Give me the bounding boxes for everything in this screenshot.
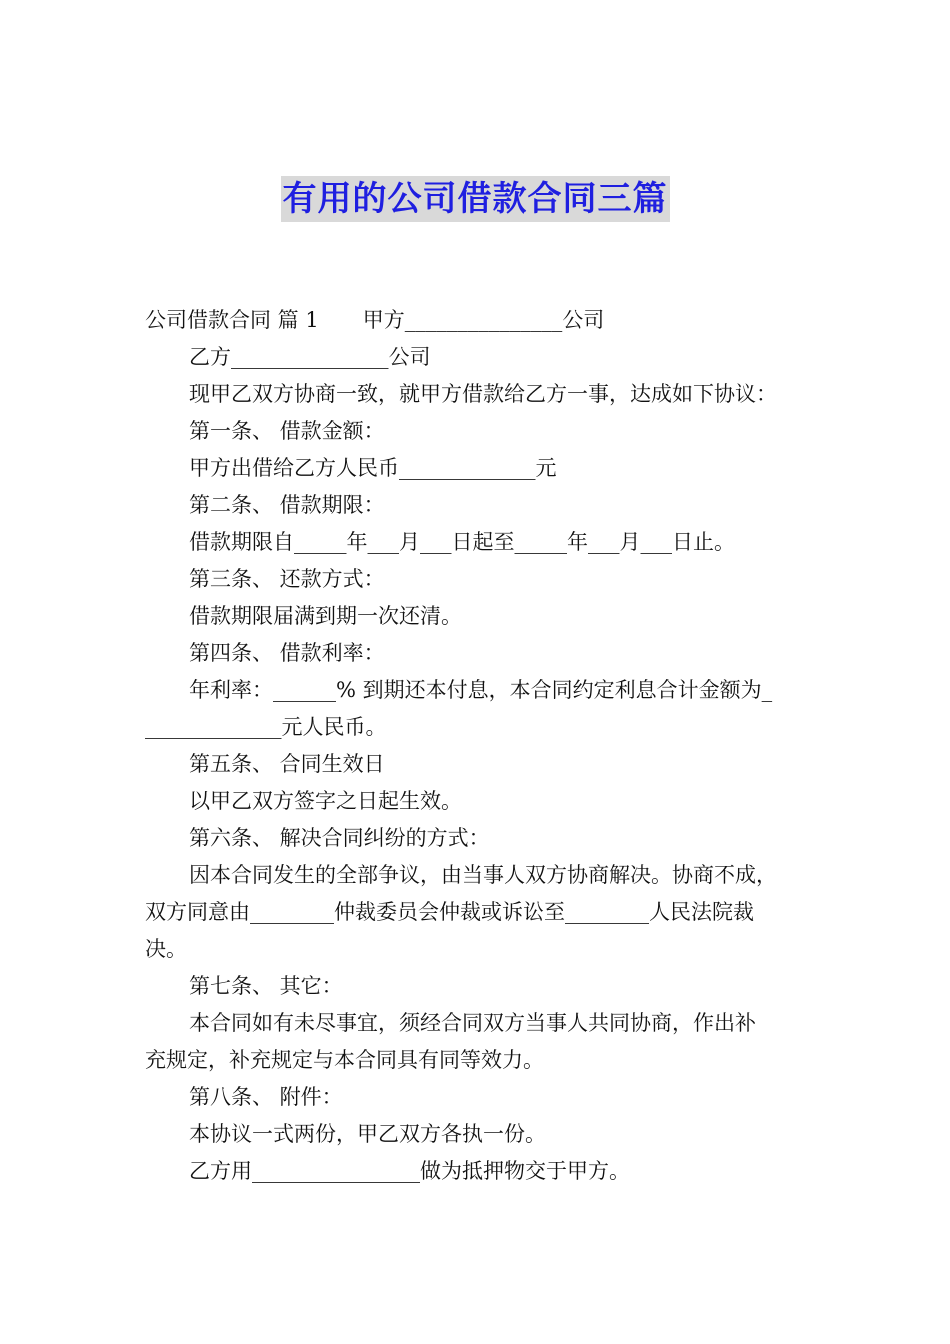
- agreement-intro: 现甲乙双方协商一致，就甲方借款给乙方一事，达成如下协议：: [189, 382, 777, 406]
- article-3-text: 借款期限届满到期一次还清。: [189, 604, 462, 628]
- document-title: 有用的公司借款合同三篇: [281, 176, 670, 222]
- document-body: [145, 302, 810, 1190]
- article-1-heading: 第一条、 借款金额：: [189, 419, 385, 443]
- article-7-heading: 第七条、 其它：: [189, 974, 343, 998]
- article-2-heading: 第二条、 借款期限：: [189, 493, 385, 517]
- collateral-line: 乙方用________________做为抵押物交于甲方。: [189, 1159, 630, 1183]
- article-7-text-line-1: 本合同如有未尽事宜，须经合同双方当事人共同协商，作出补: [189, 1011, 756, 1035]
- article-5-heading: 第五条、 合同生效日: [189, 752, 385, 776]
- article-7-text-line-2: 充规定，补充规定与本合同具有同等效力。: [145, 1048, 544, 1072]
- header-line: [145, 302, 810, 339]
- section-label: 公司借款合同 篇 1: [145, 308, 319, 332]
- article-6-text-line-1: 因本合同发生的全部争议，由当事人双方协商解决。协商不成，: [189, 863, 777, 887]
- party-a-line: 甲方_______________公司: [362, 308, 605, 332]
- article-3-heading: 第三条、 还款方式：: [189, 567, 385, 591]
- article-6-heading: 第六条、 解决合同纠纷的方式：: [189, 826, 490, 850]
- article-5-text: 以甲乙双方签字之日起生效。: [189, 789, 462, 813]
- article-8-text: 本协议一式两份，甲乙双方各执一份。: [189, 1122, 546, 1146]
- article-8-heading: 第八条、 附件：: [189, 1085, 343, 1109]
- article-6-text-line-3: 决。: [145, 937, 187, 961]
- article-4-text-line-2: _____________元人民币。: [145, 715, 387, 739]
- article-6-text-line-2: 双方同意由________仲裁委员会仲裁或诉讼至________人民法院裁: [145, 900, 754, 924]
- article-1-text: 甲方出借给乙方人民币_____________元: [189, 456, 557, 480]
- article-2-text: 借款期限自_____年___月___日起至_____年___月___日止。: [189, 530, 735, 554]
- document-title-container: [0, 176, 950, 222]
- article-4-text-line-1: 年利率：______% 到期还本付息，本合同约定利息合计金额为_: [189, 678, 773, 702]
- article-4-heading: 第四条、 借款利率：: [189, 641, 385, 665]
- party-b-line: 乙方_______________公司: [189, 345, 431, 369]
